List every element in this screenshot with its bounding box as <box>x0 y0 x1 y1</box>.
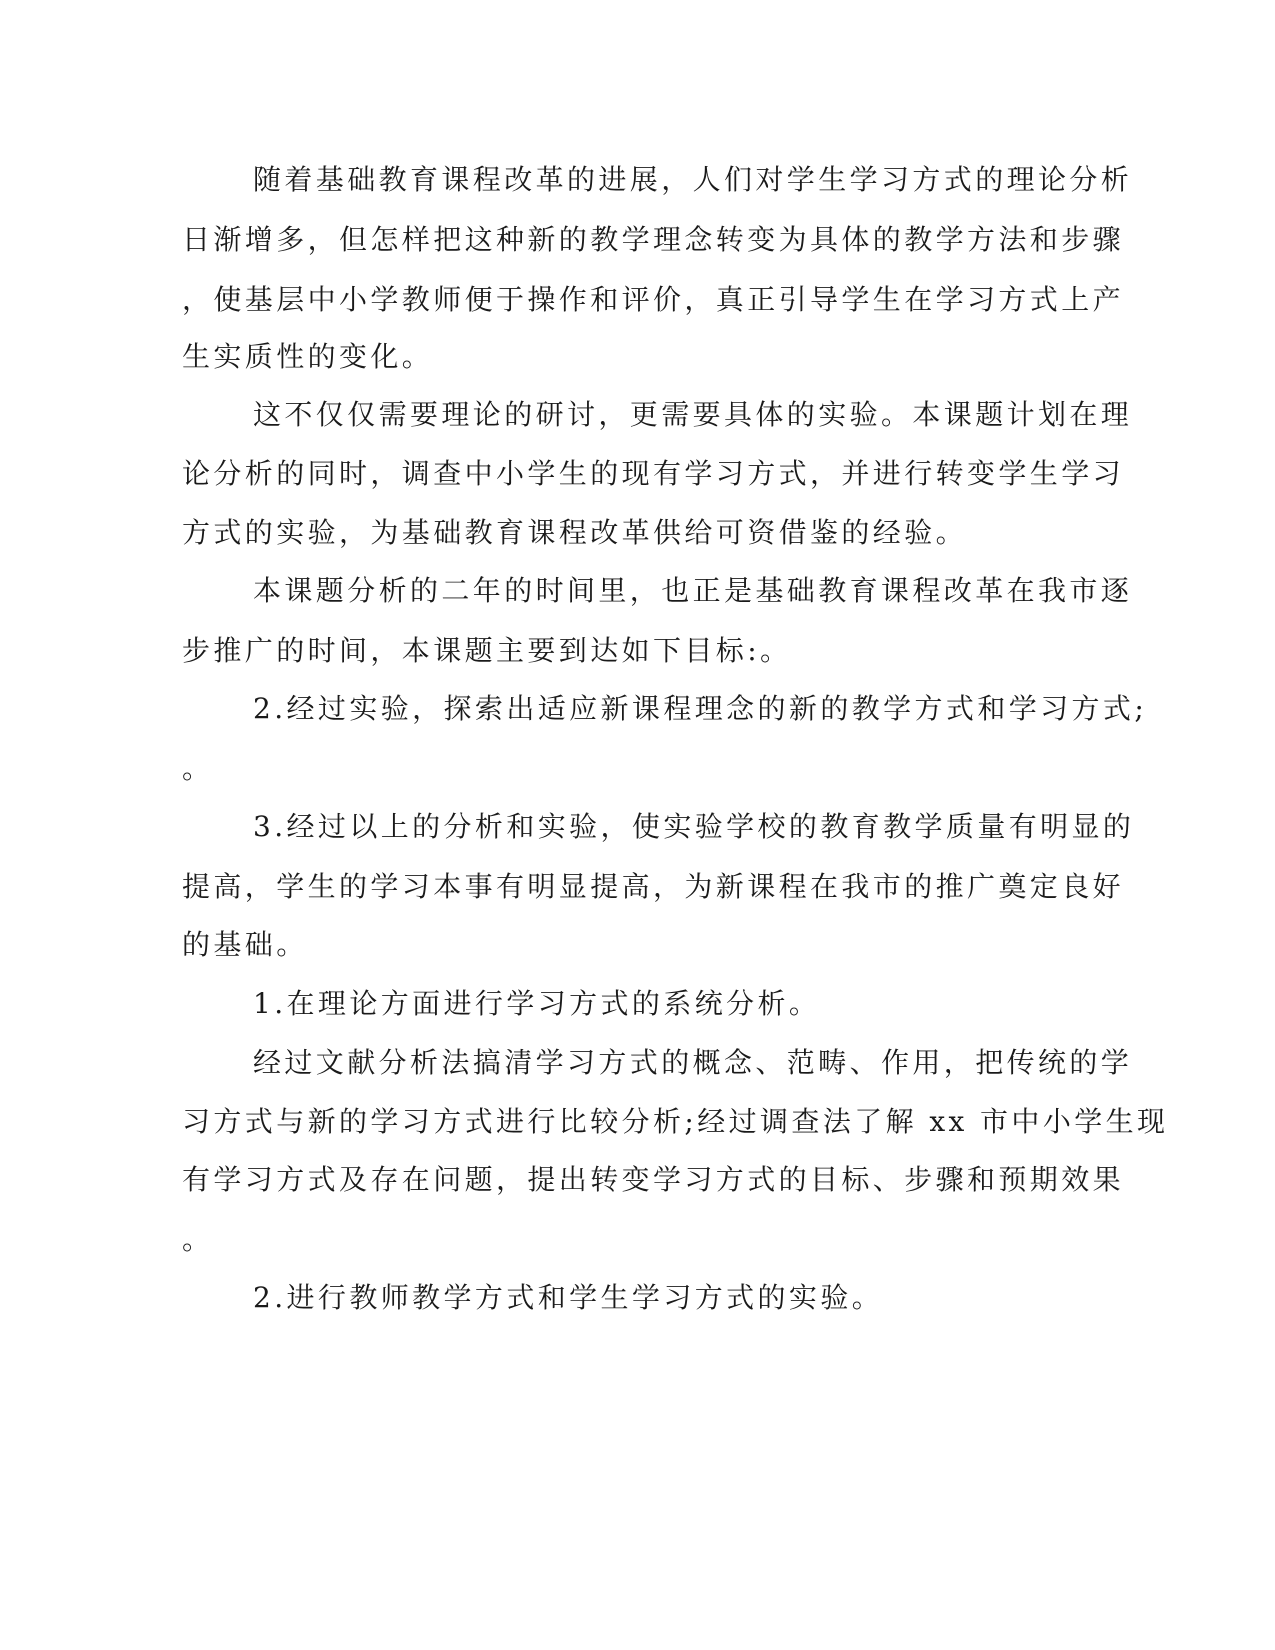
paragraph-3-line-2: 步推广的时间，本课题主要到达如下目标:。 <box>182 634 792 667</box>
paragraph-4-line-1: 2.经过实验，探索出适应新课程理念的新的教学方式和学习方式; <box>253 692 1148 725</box>
paragraph-5-line-2: 提高，学生的学习本事有明显提高，为新课程在我市的推广奠定良好 <box>182 870 1125 903</box>
paragraph-7-line-1: 经过文献分析法搞清学习方式的概念、范畴、作用，把传统的学 <box>253 1046 1133 1079</box>
paragraph-2-line-1: 这不仅仅需要理论的研讨，更需要具体的实验。本课题计划在理 <box>253 398 1133 431</box>
paragraph-7-line-3: 有学习方式及存在问题，提出转变学习方式的目标、步骤和预期效果 <box>182 1163 1125 1196</box>
paragraph-7-line-4: 。 <box>182 1223 214 1256</box>
paragraph-1-line-1: 随着基础教育课程改革的进展，人们对学生学习方式的理论分析 <box>253 163 1133 196</box>
paragraph-7-line-2: 习方式与新的学习方式进行比较分析;经过调查法了解 xx 市中小学生现 <box>182 1105 1169 1138</box>
paragraph-5-line-3: 的基础。 <box>182 928 308 961</box>
paragraph-2-line-3: 方式的实验，为基础教育课程改革供给可资借鉴的经验。 <box>182 516 968 549</box>
paragraph-2-line-2: 论分析的同时，调查中小学生的现有学习方式，并进行转变学生学习 <box>182 457 1125 490</box>
paragraph-5-line-1: 3.经过以上的分析和实验，使实验学校的教育教学质量有明显的 <box>253 810 1135 843</box>
paragraph-3-line-1: 本课题分析的二年的时间里，也正是基础教育课程改革在我市逐 <box>253 574 1133 607</box>
paragraph-8-line-1: 2.进行教师教学方式和学生学习方式的实验。 <box>253 1281 884 1314</box>
paragraph-1-line-2: 日渐增多，但怎样把这种新的教学理念转变为具体的教学方法和步骤 <box>182 223 1125 256</box>
paragraph-1-line-4: 生实质性的变化。 <box>182 340 434 373</box>
paragraph-1-line-3: ，使基层中小学教师便于操作和评价，真正引导学生在学习方式上产 <box>182 283 1125 316</box>
paragraph-6-line-1: 1.在理论方面进行学习方式的系统分析。 <box>253 987 821 1020</box>
paragraph-4-line-2: 。 <box>182 752 214 785</box>
